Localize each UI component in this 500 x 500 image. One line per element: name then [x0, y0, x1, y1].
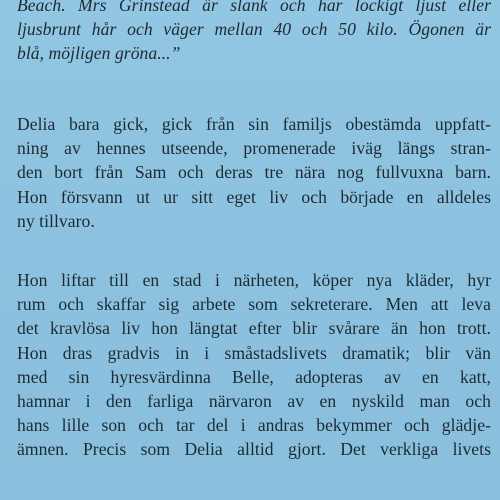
text-line: blå, möjligen gröna...” — [17, 43, 181, 64]
text-line: ljusbrunt hår och väger mellan 40 och 50 kilo. Ögonen är — [17, 19, 491, 40]
text-line: den bort från Sam och deras tre nära nog fullvuxna barn. — [17, 162, 491, 183]
text-line: Delia bara gick, gick från sin familjs obestämda uppfatt- — [17, 114, 491, 134]
text-line: hamnar i den farliga närvaron av en nyskild man och — [17, 391, 491, 412]
body-paragraph-1 — [17, 112, 491, 233]
text-line: Hon försvann ut ur sitt eget liv och började en alldeles — [17, 186, 491, 207]
text-line: Beach. Mrs Grinstead är slank och har lockigt ljust eller — [17, 0, 491, 15]
text-line: rum och skaffar sig arbete som sekreterare. Men att leva — [17, 294, 491, 315]
text-line: Hon dras gradvis in i småstadslivets dramatik; blir vän — [17, 342, 491, 363]
text-line: ny tillvaro. — [17, 210, 95, 231]
body-paragraph-2 — [17, 268, 491, 462]
text-line: Hon liftar till en stad i närheten, köper nya kläder, hyr — [17, 270, 491, 290]
text-line: hans lille son och tar del i andras bekymmer och glädje- — [17, 415, 491, 436]
text-line: det kravlösa liv hon längtat efter blir svårare än hon trott. — [17, 318, 491, 339]
text-line: med sin hyresvärdinna Belle, adopteras av en katt, — [17, 366, 491, 387]
quote-paragraph — [17, 0, 491, 66]
text-line: ämnen. Precis som Delia alltid gjort. Det verkliga livets — [17, 439, 491, 460]
text-line: ning av hennes utseende, promenerade iväg längs stran- — [17, 138, 491, 159]
